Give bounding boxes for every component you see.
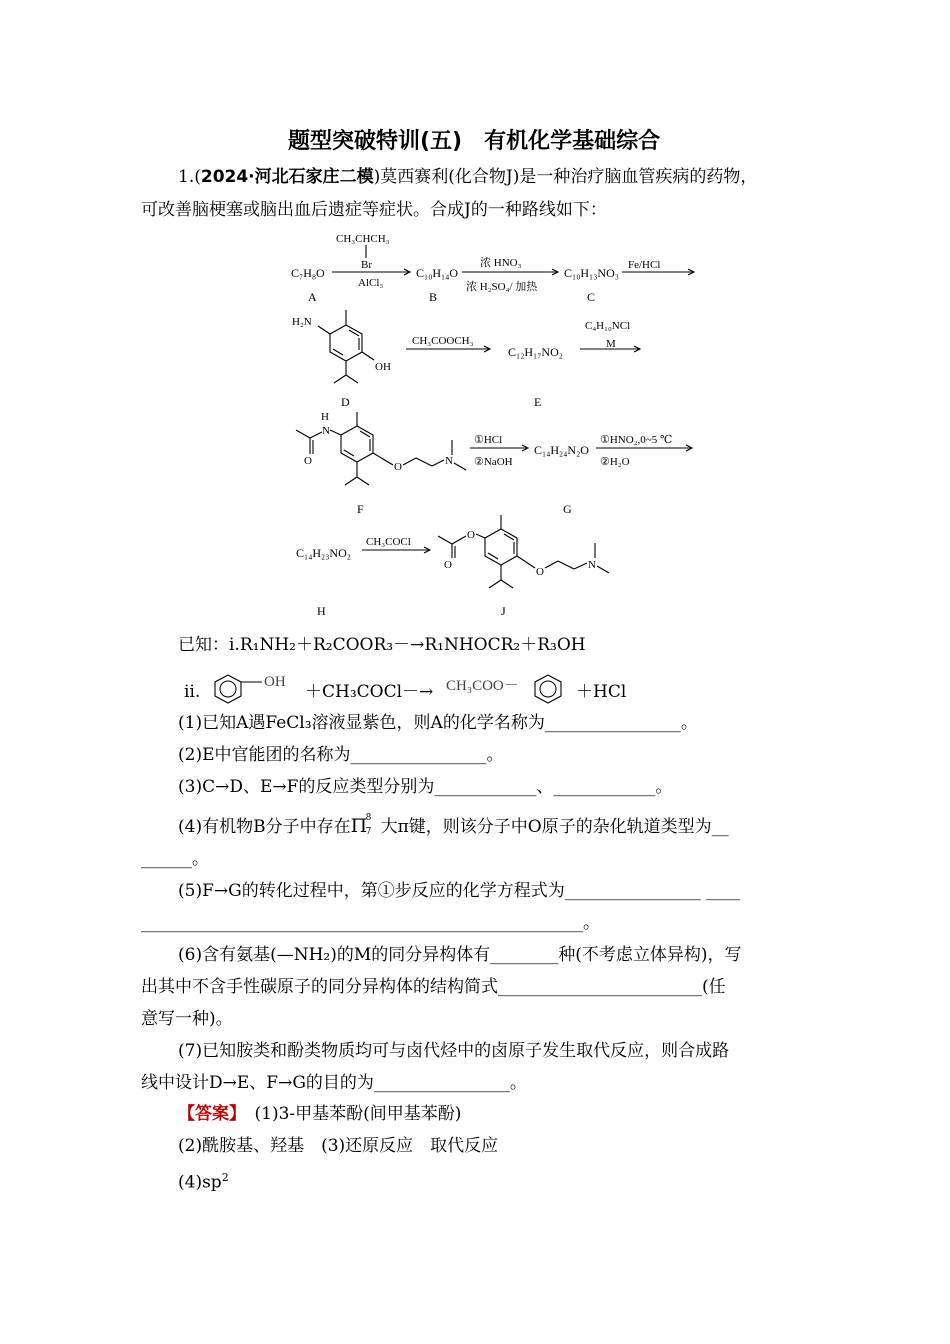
question-4-line2: ______。 xyxy=(141,849,209,869)
compound-E-label: E xyxy=(534,395,542,409)
phenyl-acetate-group: CH₃COO－ xyxy=(446,678,519,694)
reagent-br: Br xyxy=(361,259,372,271)
structure-D xyxy=(318,310,374,383)
compound-A-label: A xyxy=(308,290,317,304)
reagent-M-label: M xyxy=(606,338,616,350)
compound-E-formula: C₁₂H₁₇NO₂ xyxy=(508,345,563,359)
question-6-line1: (6)含有氨基(—NH₂)的M的同分异构体有________种(不考虑立体异构)，写 xyxy=(178,945,742,965)
F-amide-n: N xyxy=(322,425,330,437)
reagent-naoh: ②NaOH xyxy=(474,456,513,468)
question-source: 2024·河北石家庄二模 xyxy=(200,167,374,187)
phenyl-acetate-ring xyxy=(528,672,568,706)
reagent-M-formula: C₄H₁₀NCl xyxy=(585,320,631,332)
page-title: 题型突破特训(五) 有机化学基础综合 xyxy=(288,129,661,154)
compound-A-formula: C₇H₈O xyxy=(291,266,325,280)
D-nh2-group: H₂N xyxy=(292,316,312,328)
reagent-acetyl-chloride: CH₃COCl xyxy=(366,536,411,548)
reagent-hno3: 浓 HNO₃ xyxy=(480,257,522,269)
D-oh-group: OH xyxy=(375,361,391,373)
compound-G-label: G xyxy=(563,502,572,516)
J-ester-o: O xyxy=(467,529,475,541)
compound-G-formula: C₁₄H₂₄N₂O xyxy=(534,443,589,457)
reagent-h2so4: 浓 H₂SO₄/ 加热 xyxy=(466,281,538,293)
F-ether-o: O xyxy=(394,461,402,473)
question-6-line2: 出其中不含手性碳原子的同分异构体的结构简式________________________(任 xyxy=(141,977,726,997)
answer-tag: 【答案】 xyxy=(178,1104,238,1124)
scheme-drawing xyxy=(0,0,950,640)
question-intro-line1: 1.(2024·河北石家庄二模)莫西赛利(化合物J)是一种治疗脑血管疾病的药物， xyxy=(178,167,758,187)
question-7-line1: (7)已知胺类和酚类物质均可与卤代烃中的卤原子发生取代反应，则合成路 xyxy=(178,1041,730,1061)
compound-H-label: H xyxy=(317,604,326,618)
reagent-fe-hcl: Fe/HCl xyxy=(628,259,661,271)
J-ether-o: O xyxy=(536,566,544,578)
reagent-h2o: ②H₂O xyxy=(600,456,630,468)
reaction-arrows xyxy=(332,245,694,553)
compound-J-label: J xyxy=(501,604,506,618)
F-carbonyl-o: O xyxy=(304,455,312,467)
compound-B-formula: C₁₀H₁₄O xyxy=(416,266,459,280)
question-5-line1: (5)F→G的转化过程中，第①步反应的化学方程式为________________ ____ xyxy=(178,881,741,901)
reagent-hcl: ①HCl xyxy=(474,434,503,446)
answer-4: $(4)sp^2$ xyxy=(178,1171,229,1193)
structure-J xyxy=(438,515,609,588)
reagent-methyl-acetate: CH₃COOCH₃ xyxy=(412,335,474,347)
question-7-line2: 线中设计D→E、F→G的目的为________________。 xyxy=(141,1073,527,1093)
answer-1: 【答案】 (1)3-甲基苯酚(间甲基苯酚) xyxy=(178,1104,462,1124)
structure-F xyxy=(296,412,466,485)
phenol-oh: OH xyxy=(264,674,286,690)
J-carbonyl-o: O xyxy=(444,559,452,571)
question-6-line3: 意写一种)。 xyxy=(141,1009,233,1029)
question-intro-line2: 可改善脑梗塞或脑出血后遗症等症状。合成J的一种路线如下： xyxy=(141,200,607,220)
F-amide-h: H xyxy=(321,411,329,423)
compound-H-formula: C₁₄H₂₃NO₂ xyxy=(296,546,351,560)
known-reaction-i: 已知：ⅰ.R₁NH₂＋R₂COOR₃－→R₁NHOCR₂＋R₃OH xyxy=(178,635,586,655)
pi-bond-symbol: Π xyxy=(350,815,368,837)
reagent-isopropyl-bromide: CH₃CHCH₃ xyxy=(336,233,390,245)
known-reaction-ii-marker: ⅱ. xyxy=(184,682,201,702)
compound-C-label: C xyxy=(587,290,596,304)
known-reaction-ii-byproduct: ＋HCl xyxy=(576,682,627,702)
known-reaction-ii-reagent: ＋CH₃COCl－→ xyxy=(305,682,434,702)
F-amine-n: N xyxy=(445,455,453,467)
answer-2-3: (2)酰胺基、羟基 (3)还原反应 取代反应 xyxy=(178,1136,499,1156)
compound-B-label: B xyxy=(429,290,438,304)
compound-F-label: F xyxy=(357,502,364,516)
phenol-structure xyxy=(212,672,268,706)
reagent-alcl3: AlCl₃ xyxy=(358,277,384,289)
question-2: (2)E中官能团的名称为________________。 xyxy=(178,745,504,765)
compound-D-label: D xyxy=(341,395,350,409)
question-1: (1)已知A遇FeCl₃溶液显紫色，则A的化学名称为________________。 xyxy=(178,713,698,733)
J-amine-n: N xyxy=(588,559,596,571)
synthesis-scheme xyxy=(0,0,950,640)
compound-C-formula: C₁₀H₁₃NO₃ xyxy=(564,266,619,280)
question-5-line2: ____________________________________________________。 xyxy=(141,913,600,933)
question-4-line1: (4)有机物B分子中存在Π 8 7 大π键，则该分子中O原子的杂化轨道类型为__ xyxy=(178,813,729,837)
reagent-hno2: ①HNO₂,0~5 ℃ xyxy=(600,434,673,446)
question-3: (3)C→D、E→F的反应类型分别为____________、____________。 xyxy=(178,777,673,797)
